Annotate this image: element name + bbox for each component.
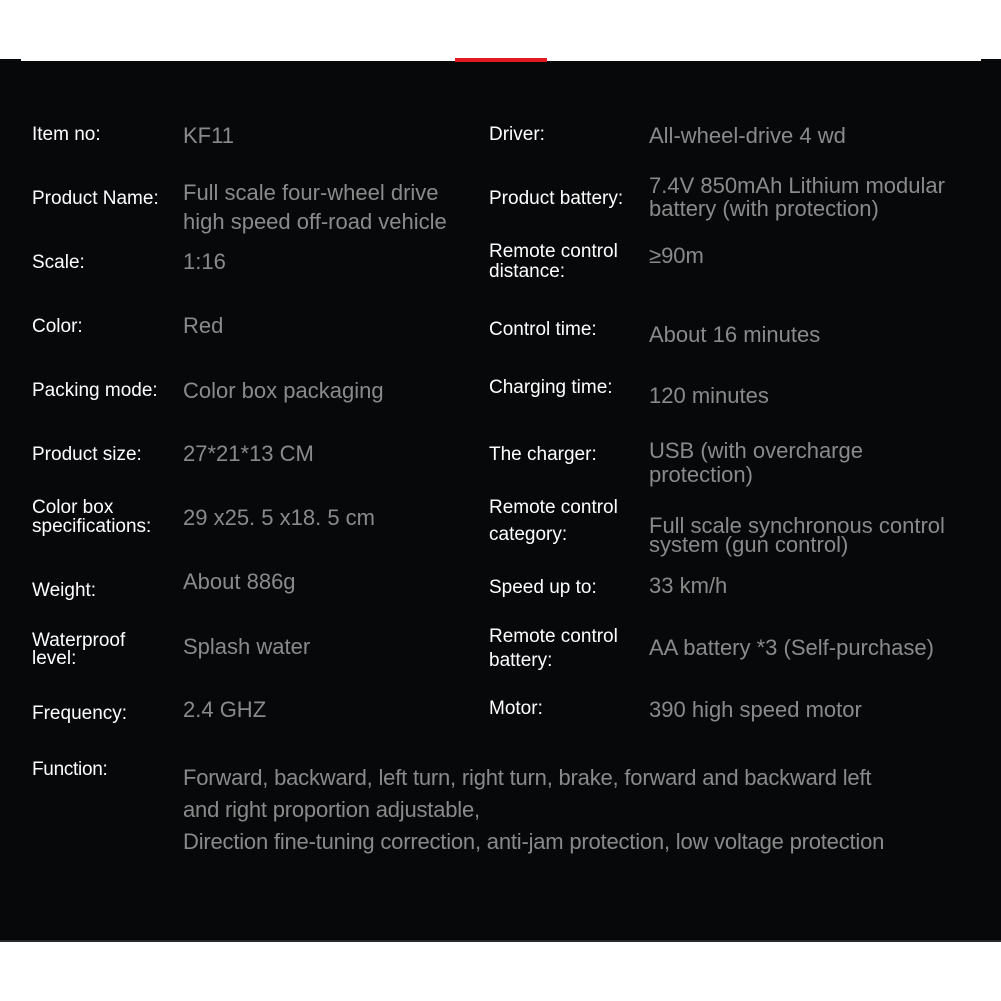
function-line-1: Forward, backward, left turn, right turn, brake, forward and backward left: [183, 765, 872, 790]
spec-label-color: Color:: [32, 316, 83, 337]
spec-value-waterproof: Splash water: [183, 634, 311, 659]
spec-value-product-name-line1: Full scale four-wheel drive: [183, 180, 439, 205]
panel-corner-left: [0, 59, 21, 62]
spec-value-item-no: KF11: [183, 123, 234, 148]
accent-bar: [455, 58, 547, 62]
spec-label-charging-time: Charging time:: [489, 377, 613, 398]
spec-label-charger: The charger:: [489, 444, 597, 465]
spec-label-packing-mode: Packing mode:: [32, 380, 158, 401]
spec-label-rc-category-line1: Remote control: [489, 497, 618, 518]
spec-value-rc-distance: ≥90m: [649, 243, 704, 268]
spec-label-product-battery: Product battery:: [489, 188, 624, 209]
spec-label-driver: Driver:: [489, 124, 545, 145]
spec-value-weight: About 886g: [183, 569, 296, 594]
spec-label-color-box-line1: Color box: [32, 497, 114, 518]
spec-label-scale: Scale:: [32, 252, 85, 273]
spec-label-rc-battery-line1: Remote control: [489, 626, 618, 647]
spec-label-function: Function:: [32, 759, 108, 780]
spec-value-rc-category-line1: Full scale synchronous control: [649, 513, 945, 538]
spec-label-waterproof-line1: Waterproof: [32, 630, 126, 651]
spec-value-function: [183, 762, 884, 858]
spec-value-color: Red: [183, 313, 224, 338]
spec-value-charger-line1: USB (with overcharge: [649, 438, 863, 463]
spec-value-product-battery-line1: 7.4V 850mAh Lithium modular: [649, 173, 945, 198]
spec-value-rc-battery: AA battery *3 (Self-purchase): [649, 635, 934, 660]
spec-value-control-time: About 16 minutes: [649, 322, 821, 347]
spec-label-product-name: Product Name:: [32, 188, 159, 209]
spec-value-packing-mode: Color box packaging: [183, 378, 384, 403]
spec-value-motor: 390 high speed motor: [649, 697, 862, 722]
spec-label-motor: Motor:: [489, 698, 543, 719]
spec-value-product-name-line2: high speed off-road vehicle: [183, 209, 447, 234]
spec-value-product-battery-line2: battery (with protection): [649, 196, 879, 221]
spec-value-scale: 1:16: [183, 249, 226, 274]
spec-value-color-box: 29 x25. 5 x18. 5 cm: [183, 505, 375, 530]
spec-value-speed: 33 km/h: [649, 573, 728, 598]
spec-label-rc-category-line2: category:: [489, 524, 568, 545]
spec-label-control-time: Control time:: [489, 319, 597, 340]
spec-value-charging-time: 120 minutes: [649, 383, 769, 408]
spec-label-speed: Speed up to:: [489, 577, 597, 598]
spec-value-rc-category-line2: system (gun control): [649, 532, 849, 557]
spec-label-color-box-line2: specifications:: [32, 516, 152, 537]
panel-bottom-divider: [0, 940, 1001, 942]
function-line-2: and right proportion adjustable,: [183, 797, 480, 822]
spec-label-waterproof-line2: level:: [32, 648, 77, 669]
spec-label-item-no: Item no:: [32, 124, 101, 145]
spec-label-weight: Weight:: [32, 580, 97, 601]
spec-value-driver: All-wheel-drive 4 wd: [649, 123, 846, 148]
spec-value-product-size: 27*21*13 CM: [183, 441, 314, 466]
spec-value-frequency: 2.4 GHZ: [183, 697, 267, 722]
function-line-3: Direction fine-tuning correction, anti-jam protection, low voltage protection: [183, 829, 885, 854]
panel-corner-right: [981, 59, 1001, 62]
spec-label-rc-distance-line1: Remote control: [489, 241, 618, 262]
spec-value-charger-line2: protection): [649, 462, 753, 487]
spec-label-rc-distance-line2: distance:: [489, 261, 566, 282]
spec-label-product-size: Product size:: [32, 444, 142, 465]
spec-label-rc-battery-line2: battery:: [489, 650, 553, 671]
spec-label-frequency: Frequency:: [32, 703, 128, 724]
